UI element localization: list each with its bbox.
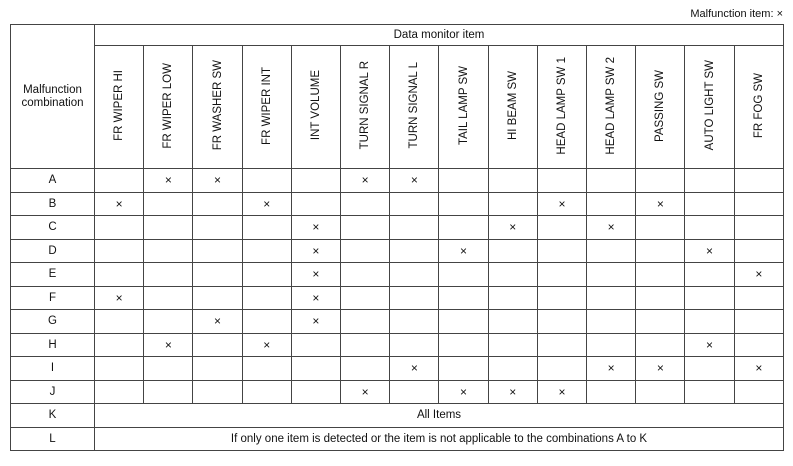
table-cell — [341, 239, 390, 263]
table-row — [11, 286, 784, 310]
malfunction-mark: × — [263, 337, 271, 352]
row-label: C — [11, 216, 95, 240]
table-cell — [685, 310, 734, 334]
table-cell — [685, 239, 734, 263]
table-cell — [341, 357, 390, 381]
table-cell — [390, 357, 439, 381]
table-cell — [242, 380, 291, 404]
malfunction-mark: × — [115, 290, 123, 305]
table-cell — [439, 169, 488, 193]
table-cell — [685, 192, 734, 216]
malfunction-mark: × — [755, 361, 763, 376]
malfunction-legend: Malfunction item: × — [690, 8, 783, 20]
table-cell — [144, 333, 193, 357]
table-cell — [685, 263, 734, 287]
table-cell — [390, 192, 439, 216]
table-cell — [291, 333, 340, 357]
malfunction-mark: × — [509, 384, 517, 399]
table-cell — [341, 169, 390, 193]
table-cell — [685, 286, 734, 310]
malfunction-combination-header: Malfunction combination — [11, 25, 95, 169]
malfunction-mark: × — [656, 361, 664, 376]
table-cell — [636, 216, 685, 240]
column-header-label: FR WIPER INT — [260, 66, 273, 145]
table-cell — [734, 263, 783, 287]
table-cell — [587, 286, 636, 310]
table-cell — [439, 263, 488, 287]
table-cell — [537, 286, 586, 310]
table-cell — [537, 357, 586, 381]
table-cell — [242, 310, 291, 334]
table-cell — [636, 333, 685, 357]
malfunction-mark: × — [706, 337, 714, 352]
column-header-label: FR WIPER LOW — [162, 62, 175, 149]
table-cell — [439, 357, 488, 381]
malfunction-mark: × — [558, 384, 566, 399]
column-header-label: FR WASHER SW — [211, 60, 224, 151]
table-cell — [242, 216, 291, 240]
table-cell — [685, 216, 734, 240]
column-header — [537, 46, 586, 169]
table-body — [11, 169, 784, 451]
table-cell — [636, 380, 685, 404]
span-cell: If only one item is detected or the item is not applicable to the combinations A to K — [95, 427, 784, 451]
malfunction-mark: × — [656, 196, 664, 211]
table-cell — [291, 357, 340, 381]
column-header-label: TURN SIGNAL L — [408, 62, 421, 149]
table-cell — [390, 263, 439, 287]
table-cell — [537, 333, 586, 357]
malfunction-mark: × — [558, 196, 566, 211]
table-cell — [341, 310, 390, 334]
table-cell — [685, 169, 734, 193]
column-header-label: HEAD LAMP SW 1 — [555, 56, 568, 155]
table-cell — [193, 192, 242, 216]
table-cell — [95, 192, 144, 216]
table-cell — [242, 333, 291, 357]
table-cell — [587, 192, 636, 216]
data-monitor-item-header: Data monitor item — [95, 25, 784, 46]
table-cell — [242, 169, 291, 193]
row-label: G — [11, 310, 95, 334]
table-header-items-row — [11, 46, 784, 169]
table-cell — [537, 239, 586, 263]
table-cell — [193, 357, 242, 381]
table-cell — [439, 286, 488, 310]
table-cell — [193, 286, 242, 310]
column-header — [636, 46, 685, 169]
table-cell — [144, 239, 193, 263]
column-header-label: FR WIPER HI — [113, 70, 126, 141]
table-cell — [390, 310, 439, 334]
table-row — [11, 380, 784, 404]
table-cell — [193, 239, 242, 263]
table-cell — [734, 310, 783, 334]
column-header — [144, 46, 193, 169]
table-cell — [291, 380, 340, 404]
table-cell — [636, 169, 685, 193]
table-cell — [193, 169, 242, 193]
table-cell — [341, 380, 390, 404]
table-cell — [95, 239, 144, 263]
malfunction-mark: × — [460, 384, 468, 399]
table-cell — [242, 286, 291, 310]
malfunction-combination-table — [10, 24, 784, 451]
table-cell — [144, 216, 193, 240]
table-cell — [95, 169, 144, 193]
row-label: D — [11, 239, 95, 263]
table-cell — [95, 263, 144, 287]
table-cell — [341, 216, 390, 240]
table-row — [11, 263, 784, 287]
table-cell — [537, 310, 586, 334]
table-cell — [193, 333, 242, 357]
table-cell — [291, 263, 340, 287]
row-label: J — [11, 380, 95, 404]
table-cell — [636, 286, 685, 310]
malfunction-mark: × — [312, 243, 320, 258]
malfunction-mark: × — [312, 314, 320, 329]
column-header — [242, 46, 291, 169]
table-cell — [587, 239, 636, 263]
table-cell — [144, 192, 193, 216]
malfunction-mark: × — [706, 243, 714, 258]
malfunction-mark: × — [115, 196, 123, 211]
row-label: B — [11, 192, 95, 216]
table-header-group-row — [11, 25, 784, 46]
table-cell — [242, 357, 291, 381]
table-row — [11, 404, 784, 428]
table-cell — [587, 310, 636, 334]
table-cell — [734, 286, 783, 310]
table-cell — [488, 310, 537, 334]
table-cell — [488, 169, 537, 193]
table-cell — [341, 286, 390, 310]
table-cell — [587, 263, 636, 287]
table-cell — [587, 357, 636, 381]
table-cell — [488, 333, 537, 357]
table-cell — [144, 380, 193, 404]
malfunction-mark: × — [164, 337, 172, 352]
row-label: E — [11, 263, 95, 287]
table-cell — [291, 286, 340, 310]
column-header-label: AUTO LIGHT SW — [703, 60, 716, 151]
table-cell — [291, 192, 340, 216]
column-header — [734, 46, 783, 169]
table-cell — [636, 357, 685, 381]
table-cell — [390, 380, 439, 404]
column-header — [439, 46, 488, 169]
table-cell — [95, 333, 144, 357]
table-cell — [341, 192, 390, 216]
column-header-label: TURN SIGNAL R — [359, 61, 372, 150]
table-cell — [734, 239, 783, 263]
malfunction-mark: × — [607, 220, 615, 235]
malfunction-mark: × — [312, 267, 320, 282]
table-cell — [291, 169, 340, 193]
malfunction-mark: × — [312, 220, 320, 235]
table-cell — [291, 239, 340, 263]
column-header — [488, 46, 537, 169]
table-row — [11, 310, 784, 334]
malfunction-mark: × — [755, 267, 763, 282]
table-cell — [242, 192, 291, 216]
column-header-label: PASSING SW — [654, 69, 667, 142]
table-cell — [144, 169, 193, 193]
table-cell — [242, 263, 291, 287]
table-cell — [488, 239, 537, 263]
row-label: I — [11, 357, 95, 381]
malfunction-mark: × — [460, 243, 468, 258]
table-row — [11, 427, 784, 451]
table-cell — [734, 333, 783, 357]
table-cell — [685, 357, 734, 381]
table-cell — [95, 310, 144, 334]
table-cell — [95, 216, 144, 240]
table-row — [11, 216, 784, 240]
table-cell — [488, 286, 537, 310]
table-cell — [734, 169, 783, 193]
table-cell — [193, 216, 242, 240]
column-header — [685, 46, 734, 169]
table-cell — [439, 192, 488, 216]
table-cell — [439, 310, 488, 334]
table-row — [11, 169, 784, 193]
table-cell — [144, 263, 193, 287]
table-cell — [390, 286, 439, 310]
column-header — [341, 46, 390, 169]
table-cell — [734, 380, 783, 404]
malfunction-mark: × — [312, 290, 320, 305]
column-header — [291, 46, 340, 169]
malfunction-mark: × — [607, 361, 615, 376]
table-cell — [734, 357, 783, 381]
table-cell — [537, 380, 586, 404]
table-cell — [488, 380, 537, 404]
table-cell — [439, 216, 488, 240]
table-cell — [341, 333, 390, 357]
column-header-label: TAIL LAMP SW — [457, 65, 470, 146]
table-cell — [390, 239, 439, 263]
malfunction-mark: × — [164, 173, 172, 188]
row-label: K — [11, 404, 95, 428]
table-cell — [587, 169, 636, 193]
table-cell — [636, 192, 685, 216]
table-cell — [537, 192, 586, 216]
table-cell — [390, 333, 439, 357]
table-cell — [144, 286, 193, 310]
table-cell — [537, 263, 586, 287]
malfunction-mark: × — [410, 361, 418, 376]
column-header — [193, 46, 242, 169]
table-cell — [390, 169, 439, 193]
table-cell — [95, 380, 144, 404]
malfunction-mark: × — [509, 220, 517, 235]
table-cell — [193, 310, 242, 334]
column-header-label: HEAD LAMP SW 2 — [605, 56, 618, 155]
table-cell — [734, 216, 783, 240]
table-cell — [587, 333, 636, 357]
table-cell — [193, 263, 242, 287]
table-cell — [488, 357, 537, 381]
table-cell — [242, 239, 291, 263]
malfunction-mark: × — [263, 196, 271, 211]
malfunction-mark: × — [410, 173, 418, 188]
column-header-label: HI BEAM SW — [506, 70, 519, 140]
table-cell — [341, 263, 390, 287]
table-cell — [537, 169, 586, 193]
column-header — [95, 46, 144, 169]
table-cell — [587, 380, 636, 404]
table-cell — [439, 239, 488, 263]
table-cell — [95, 286, 144, 310]
table-cell — [488, 192, 537, 216]
table-row — [11, 357, 784, 381]
table-row — [11, 239, 784, 263]
table-cell — [685, 333, 734, 357]
table-cell — [636, 310, 685, 334]
table-cell — [488, 263, 537, 287]
malfunction-mark: × — [361, 173, 369, 188]
column-header — [390, 46, 439, 169]
malfunction-mark: × — [214, 314, 222, 329]
table-cell — [488, 216, 537, 240]
column-header — [587, 46, 636, 169]
table-cell — [390, 216, 439, 240]
table-cell — [636, 263, 685, 287]
table-cell — [685, 380, 734, 404]
table-cell — [439, 333, 488, 357]
table-row — [11, 192, 784, 216]
table-cell — [144, 357, 193, 381]
table-cell — [193, 380, 242, 404]
malfunction-mark: × — [214, 173, 222, 188]
column-header-label: INT VOLUME — [309, 70, 322, 141]
malfunction-mark: × — [361, 384, 369, 399]
table-cell — [95, 357, 144, 381]
span-cell: All Items — [95, 404, 784, 428]
table-cell — [636, 239, 685, 263]
table-cell — [439, 380, 488, 404]
table-row — [11, 333, 784, 357]
row-label: L — [11, 427, 95, 451]
row-label: A — [11, 169, 95, 193]
table-cell — [291, 216, 340, 240]
table-cell — [537, 216, 586, 240]
table-cell — [734, 192, 783, 216]
table-cell — [291, 310, 340, 334]
table-cell — [587, 216, 636, 240]
column-header-label: FR FOG SW — [752, 72, 765, 139]
table-cell — [144, 310, 193, 334]
row-label: F — [11, 286, 95, 310]
row-label: H — [11, 333, 95, 357]
